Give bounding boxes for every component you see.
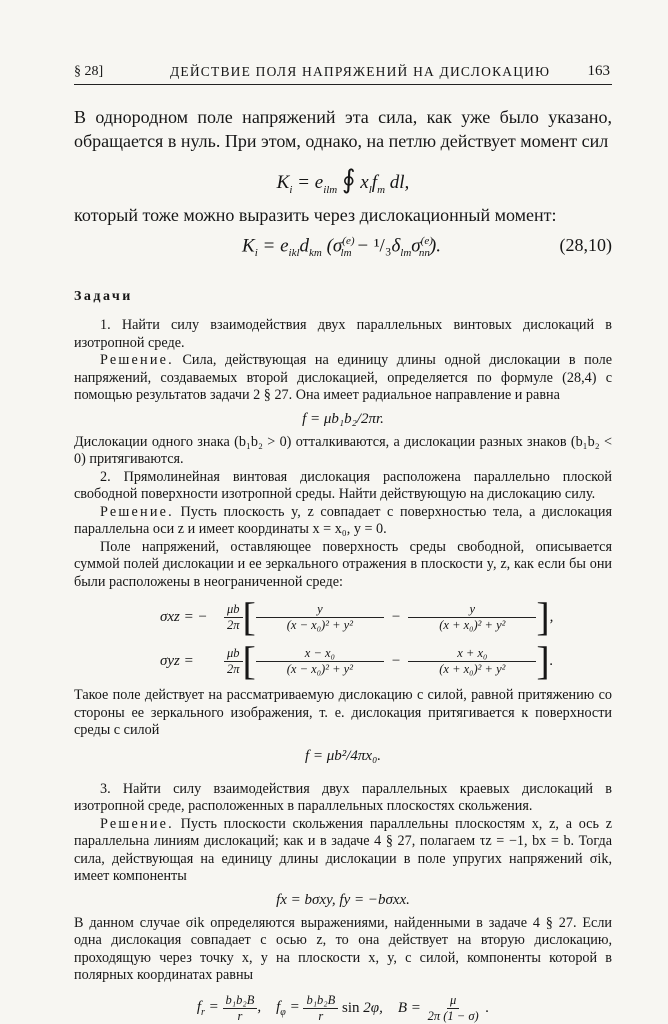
equation-number: (28,10) bbox=[559, 235, 612, 255]
equation-moment-integral: $K_i = e_{ilm}$ ∮ $x_lf_m$ dl, bbox=[276, 165, 410, 196]
term-1: $\frac{\text{x − x₀}}{\text{(x − x₀)² + y²}}$ bbox=[256, 646, 384, 677]
problem-2-conclusion: Такое поле действует на рассматриваемую дислокацию с силой, равной притяжению со стороны ее зеркального изображения, т. е. дислокация притягивается к поверхности среды с силой bbox=[74, 687, 612, 738]
intro-paragraph: В однородном поле напряжений эта сила, как уже было указано, обращается в нуль. При этом, однако, на петлю действует момент сил bbox=[74, 107, 612, 151]
running-header bbox=[74, 62, 612, 85]
problems-heading: Задачи bbox=[74, 289, 133, 304]
coef-frac: $\frac{\mu b}{2\pi}$ bbox=[224, 602, 243, 633]
term-1: $\frac{y}{\text{(x − x₀)² + y²}}$ bbox=[256, 602, 384, 633]
problem-2-field-text: Поле напряжений, оставляющее поверхность среды свободной, описывается суммой полей дислокации и ее зеркального отражения в плоскости y, z, как если бы они были расположены в неограниченной среде: bbox=[74, 538, 612, 590]
equation-28-10: $K_i = e_{ikl}d_{km}$ $(\sigma^{(e)}_{lm} - ^1/_3\delta_{lm}\sigma^{(e)}_{nn})$. (28,10) bbox=[242, 235, 612, 260]
running-title: ДЕЙСТВИЕ ПОЛЯ НАПРЯЖЕНИЙ НА ДИСЛОКАЦИЮ bbox=[170, 64, 551, 79]
problem-3-polar-equation: $f_r$ = $\frac{\text{b₁b₂B}}{r}$ , $f_\varphi$ = $\frac{\text{b₁b₂B}}{r}$ sin 2φ, B = $\frac{\mu}{2\pi (1 - \sigma)}$ . bbox=[196, 992, 490, 1023]
problem-3-solution: Решение. Пусть плоскости скольжения параллельны плоскостям x, z, а ось z параллельна линиям дислокаций; как и в задаче 4 § 27, полагаем τz = −1, bx = b. Тогда сила, действующая на единицу длины дислокации в поле упругих напряжений σik, имеет компоненты bbox=[74, 815, 612, 884]
term-2: $\frac{y}{\text{(x + x₀)² + y²}}$ bbox=[408, 602, 536, 633]
problem-1-conclusion: Дислокации одного знака (b₁b₂ > 0) отталкиваются, а дислокации разных знаков (b₁b₂ < 0) притягиваются. bbox=[74, 433, 612, 467]
solution-label: Решение. bbox=[100, 815, 174, 832]
sigma-xz-lhs: σxz = − bbox=[160, 608, 208, 625]
problem-2-statement: 2. Прямолинейная винтовая дислокация расположена параллельно плоской свободной поверхности изотропной среды. Найти действующую на дислокацию силу. bbox=[74, 468, 612, 502]
problem-1-equation: f = μb₁b₂/2πr. bbox=[302, 410, 384, 427]
problem-2-solution: Решение. Пусть плоскость y, z совпадает с поверхностью тела, а дислокация параллельна оси z и имеет координаты x = x₀, y = 0. bbox=[74, 503, 613, 537]
section-number: § 28] bbox=[74, 64, 104, 79]
coef-frac: $\frac{\mu b}{2\pi}$ bbox=[224, 646, 243, 677]
problem-3-equation: fx = bσxy, fy = −bσxx. bbox=[276, 891, 410, 908]
page bbox=[74, 62, 612, 1024]
problem-1-statement: 1. Найти силу взаимодействия двух параллельных винтовых дислокаций в изотропной среде. bbox=[74, 317, 612, 351]
problem-3-statement: 3. Найти силу взаимодействия двух параллельных краевых дислокаций в изотропной среде, расположенных в параллельных плоскостях скольжения. bbox=[74, 780, 612, 814]
solution-label: Решение. bbox=[100, 352, 174, 368]
page-number: 163 bbox=[587, 63, 610, 79]
sigma-yz-row: σyz = $\frac{\mu b}{2\pi}$ [ $\frac{\text{x − x₀}}{\text{(x − x₀)² + y²}}$ − $\frac{\text{x + x₀}}{\text{(x + x₀)² + y²}}$ ] . bbox=[160, 638, 554, 683]
problem-2-stress-equations bbox=[160, 595, 612, 683]
sigma-xz-row: σxz = − $\frac{\mu b}{2\pi}$ [ $\frac{y}{\text{(x − x₀)² + y²}}$ − $\frac{y}{\text{(x + x₀)² + y²}}$ ] , bbox=[160, 594, 554, 639]
problem-2-equation: f = μb²/4πx₀. bbox=[304, 747, 382, 764]
sigma-yz-lhs: σyz = bbox=[160, 652, 194, 669]
term-2: $\frac{\text{x + x₀}}{\text{(x + x₀)² + y²}}$ bbox=[408, 646, 536, 677]
intro-paragraph-2: который тоже можно выразить через дислокационный момент: bbox=[74, 205, 557, 225]
solution-label: Решение. bbox=[100, 503, 174, 520]
problem-3-polar-text: В данном случае σik определяются выражениями, найденными в задаче 4 § 27. Если одна дислокация совпадает с осью z, то она действует на вторую дислокацию, проходящую через точку x, y на плоскости x, y, с силой, компоненты которой в полярных координатах равны bbox=[74, 914, 612, 983]
problem-1-solution: Решение. Сила, действующая на единицу длины одной дислокации в поле напряжений, создаваемых второй дислокацией, определяется по формуле (28,4) с помощью результатов задачи 2 § 27. Она имеет радиальное направление и равна bbox=[74, 352, 613, 403]
